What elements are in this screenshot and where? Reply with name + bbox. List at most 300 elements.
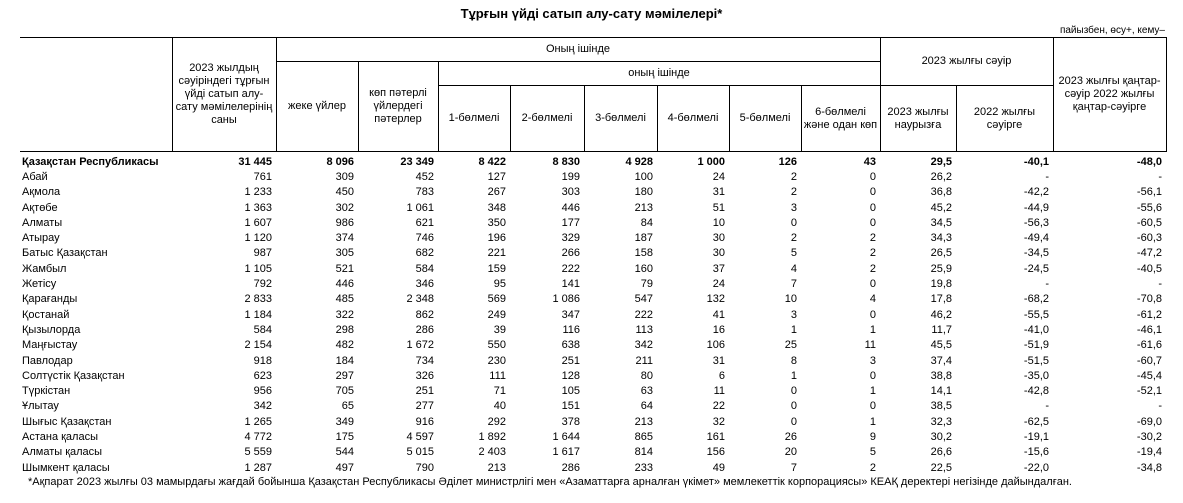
cell-janapr: -52,1	[1136, 385, 1162, 398]
cell-r6: 2	[869, 461, 876, 474]
cell-r6: 1	[869, 415, 876, 428]
table-row	[20, 169, 1166, 184]
header-jan-apr: 2023 жылғы қаңтар-сәуір 2022 жылғы қаңтар-сәуірге	[1053, 38, 1166, 152]
cell-r3: 213	[634, 201, 653, 214]
cell-r1: 127	[487, 170, 506, 183]
cell-r2: 446	[561, 201, 580, 214]
header-vs-apr-2022: 2022 жылғы сәуірге	[956, 86, 1053, 152]
cell-vs-mar: 26,2	[930, 170, 952, 183]
cell-r4: 10	[712, 216, 725, 229]
cell-total: 1 607	[244, 216, 272, 229]
cell-total: 1 363	[244, 201, 272, 214]
cell-private: 349	[335, 415, 354, 428]
cell-r2: 116	[562, 323, 580, 336]
cell-multi: 916	[415, 415, 434, 428]
table-row	[20, 276, 1166, 291]
cell-r1: 95	[493, 278, 506, 291]
cell-r5: 20	[784, 446, 797, 459]
cell-vs-apr22: -15,6	[1023, 446, 1049, 459]
cell-r6: 1	[869, 323, 876, 336]
cell-vs-mar: 26,6	[930, 446, 952, 459]
cell-r3: 4 928	[625, 155, 653, 168]
cell-r5: 0	[790, 216, 797, 229]
table-row	[20, 200, 1166, 215]
cell-r3: 79	[640, 278, 653, 291]
cell-r3: 113	[635, 323, 653, 336]
cell-private: 446	[335, 278, 354, 291]
cell-r6: 0	[869, 369, 876, 382]
cell-r2: 128	[561, 369, 580, 382]
cell-r1: 71	[493, 385, 506, 398]
cell-r1: 39	[493, 323, 506, 336]
cell-r3: 187	[634, 232, 653, 245]
cell-vs-mar: 38,8	[930, 369, 952, 382]
cell-janapr: -60,7	[1136, 354, 1162, 367]
cell-r4: 49	[712, 461, 725, 474]
cell-vs-apr22: -34,5	[1023, 247, 1049, 260]
cell-region: Қарағанды	[22, 293, 78, 306]
cell-region: Жамбыл	[22, 262, 67, 275]
cell-total: 1 184	[244, 308, 272, 321]
table-row	[20, 399, 1166, 414]
table-row	[20, 246, 1166, 261]
cell-vs-apr22: -44,9	[1023, 201, 1049, 214]
cell-private: 705	[335, 385, 354, 398]
cell-r1: 221	[487, 247, 506, 260]
cell-private: 175	[335, 430, 354, 443]
cell-vs-mar: 46,2	[930, 308, 952, 321]
cell-private: 450	[335, 186, 354, 199]
cell-total: 2 154	[244, 339, 272, 352]
cell-vs-mar: 26,5	[930, 247, 952, 260]
cell-vs-apr22: -	[1045, 400, 1049, 413]
cell-region: Ұлытау	[22, 400, 59, 413]
cell-r6: 1	[869, 385, 876, 398]
cell-vs-apr22: -62,5	[1023, 415, 1049, 428]
cell-region: Солтүстік Қазақстан	[22, 369, 125, 382]
cell-janapr: -60,3	[1136, 232, 1162, 245]
cell-multi: 251	[415, 385, 434, 398]
cell-r6: 43	[863, 155, 876, 168]
cell-janapr: -47,2	[1136, 247, 1162, 260]
cell-r2: 1 086	[552, 293, 580, 306]
cell-total: 2 833	[244, 293, 272, 306]
cell-r6: 2	[869, 262, 876, 275]
cell-r5: 7	[790, 461, 797, 474]
cell-vs-apr22: -68,2	[1023, 293, 1049, 306]
cell-r5: 126	[778, 155, 797, 168]
cell-vs-mar: 32,3	[930, 415, 952, 428]
cell-r1: 249	[487, 308, 506, 321]
cell-vs-mar: 11,7	[931, 323, 952, 336]
cell-r4: 1 000	[697, 155, 725, 168]
cell-r1: 213	[487, 461, 506, 474]
cell-vs-apr22: -42,8	[1023, 385, 1049, 398]
cell-r5: 2	[790, 232, 797, 245]
table-row	[20, 152, 1166, 170]
cell-vs-apr22: -	[1045, 170, 1049, 183]
cell-multi: 746	[415, 232, 434, 245]
cell-private: 65	[341, 400, 354, 413]
cell-r4: 41	[712, 308, 725, 321]
header-multi-apartments: көп пәтерлі үйлердегі пәтерлер	[358, 62, 438, 152]
cell-private: 297	[335, 369, 354, 382]
table-row	[20, 185, 1166, 200]
cell-multi: 286	[415, 323, 434, 336]
cell-janapr: -46,1	[1136, 323, 1162, 336]
table-row	[20, 460, 1166, 475]
cell-r4: 22	[712, 400, 725, 413]
cell-region: Алматы қаласы	[22, 446, 103, 459]
cell-vs-mar: 45,2	[930, 201, 952, 214]
cell-r2: 286	[561, 461, 580, 474]
cell-r1: 267	[487, 186, 506, 199]
cell-multi: 1 672	[406, 339, 434, 352]
cell-vs-apr22: -55,5	[1023, 308, 1049, 321]
cell-r2: 151	[561, 400, 580, 413]
cell-total: 31 445	[238, 155, 272, 168]
cell-total: 987	[253, 247, 272, 260]
cell-r2: 347	[561, 308, 580, 321]
cell-multi: 621	[415, 216, 434, 229]
transactions-table	[20, 37, 1167, 475]
table-row	[20, 445, 1166, 460]
cell-r3: 213	[634, 415, 653, 428]
cell-vs-apr22: -40,1	[1023, 155, 1049, 168]
cell-r3: 63	[640, 385, 653, 398]
cell-janapr: -19,4	[1136, 446, 1162, 459]
cell-r6: 0	[869, 400, 876, 413]
cell-r2: 266	[561, 247, 580, 260]
header-1-room: 1-бөлмелі	[438, 86, 510, 152]
cell-private: 497	[335, 461, 354, 474]
cell-r1: 196	[487, 232, 506, 245]
header-3-room: 3-бөлмелі	[584, 86, 657, 152]
cell-r6: 0	[869, 186, 876, 199]
cell-total: 918	[253, 354, 272, 367]
cell-r6: 3	[869, 354, 876, 367]
cell-r4: 132	[706, 293, 725, 306]
cell-r5: 0	[790, 385, 797, 398]
cell-multi: 862	[415, 308, 434, 321]
table-row	[20, 215, 1166, 230]
cell-private: 544	[335, 446, 354, 459]
cell-total: 5 559	[244, 446, 272, 459]
header-vs-march: 2023 жылғы наурызға	[880, 86, 956, 152]
cell-r2: 105	[561, 385, 580, 398]
cell-r6: 0	[869, 201, 876, 214]
cell-region: Ақтөбе	[22, 201, 58, 214]
cell-r1: 292	[487, 415, 506, 428]
cell-vs-apr22: -42,2	[1023, 186, 1049, 199]
header-4-room: 4-бөлмелі	[657, 86, 729, 152]
header-2-room: 2-бөлмелі	[510, 86, 584, 152]
cell-multi: 584	[415, 262, 434, 275]
cell-r1: 550	[487, 339, 506, 352]
cell-r4: 106	[706, 339, 725, 352]
cell-janapr: -30,2	[1136, 430, 1162, 443]
cell-vs-mar: 19,8	[930, 278, 952, 291]
cell-r1: 350	[487, 216, 506, 229]
cell-janapr: -56,1	[1136, 186, 1162, 199]
cell-region: Қостанай	[22, 308, 70, 321]
cell-r6: 2	[869, 232, 876, 245]
cell-total: 1 120	[244, 232, 272, 245]
cell-vs-mar: 38,5	[930, 400, 952, 413]
header-private-houses: жеке үйлер	[276, 62, 358, 152]
cell-r5: 1	[790, 369, 797, 382]
cell-r4: 11	[713, 385, 725, 398]
cell-region: Астана қаласы	[22, 430, 98, 443]
cell-r6: 0	[869, 216, 876, 229]
cell-r4: 161	[706, 430, 725, 443]
table-row	[20, 353, 1166, 368]
cell-total: 956	[253, 385, 272, 398]
cell-private: 184	[335, 354, 354, 367]
cell-region: Шымкент қаласы	[22, 461, 110, 474]
cell-r4: 24	[712, 170, 725, 183]
page-title: Тұрғын үйді сатып алу-сату мәмілелері*	[460, 6, 723, 21]
cell-r5: 7	[790, 278, 797, 291]
cell-janapr: -48,0	[1136, 155, 1162, 168]
cell-janapr: -	[1158, 170, 1162, 183]
cell-vs-mar: 34,3	[930, 232, 952, 245]
table-row	[20, 429, 1166, 444]
cell-total: 4 772	[244, 430, 272, 443]
cell-janapr: -61,6	[1136, 339, 1162, 352]
cell-private: 374	[335, 232, 354, 245]
cell-r5: 26	[784, 430, 797, 443]
cell-vs-apr22: -51,5	[1023, 354, 1049, 367]
cell-r6: 2	[869, 247, 876, 260]
cell-janapr: -40,5	[1136, 262, 1162, 275]
cell-vs-apr22: -35,0	[1023, 369, 1049, 382]
cell-r1: 111	[489, 369, 506, 382]
cell-r5: 8	[790, 354, 797, 367]
cell-r2: 177	[561, 216, 580, 229]
cell-private: 298	[335, 323, 354, 336]
header-total: 2023 жылдың сәуіріндегі тұрғын үйді сатып алу-сату мәмілелерінің саны	[172, 38, 276, 152]
cell-r4: 32	[712, 415, 725, 428]
cell-r3: 814	[634, 446, 653, 459]
cell-multi: 783	[415, 186, 434, 199]
cell-r3: 100	[634, 170, 653, 183]
cell-multi: 23 349	[400, 155, 434, 168]
cell-janapr: -	[1158, 278, 1162, 291]
cell-r6: 0	[869, 170, 876, 183]
cell-total: 342	[253, 400, 272, 413]
cell-r6: 11	[864, 339, 876, 352]
cell-r3: 80	[640, 369, 653, 382]
cell-r4: 156	[706, 446, 725, 459]
table-row	[20, 261, 1166, 276]
cell-total: 761	[253, 170, 272, 183]
header-6-room: 6-бөлмелі және одан көп	[801, 86, 880, 152]
cell-r4: 24	[712, 278, 725, 291]
cell-region: Жетісу	[22, 278, 57, 291]
cell-region: Маңғыстау	[22, 339, 78, 352]
cell-multi: 452	[415, 170, 434, 183]
cell-vs-apr22: -	[1045, 278, 1049, 291]
cell-r1: 348	[487, 201, 506, 214]
cell-r2: 141	[561, 278, 580, 291]
header-of-which-sub: оның ішінде	[438, 62, 880, 86]
cell-r1: 40	[493, 400, 506, 413]
cell-r2: 638	[561, 339, 580, 352]
cell-r3: 865	[634, 430, 653, 443]
cell-private: 986	[335, 216, 354, 229]
cell-total: 792	[253, 278, 272, 291]
cell-region: Батыс Қазақстан	[22, 247, 108, 260]
cell-r2: 199	[561, 170, 580, 183]
cell-r2: 222	[561, 262, 580, 275]
cell-private: 482	[335, 339, 354, 352]
cell-r2: 329	[561, 232, 580, 245]
cell-vs-mar: 36,8	[930, 186, 952, 199]
cell-private: 305	[335, 247, 354, 260]
cell-r4: 51	[712, 201, 725, 214]
cell-r5: 0	[790, 400, 797, 413]
table-row	[20, 368, 1166, 383]
cell-multi: 346	[415, 278, 434, 291]
table-row	[20, 307, 1166, 322]
cell-vs-apr22: -51,9	[1023, 339, 1049, 352]
cell-r3: 233	[634, 461, 653, 474]
cell-multi: 277	[415, 400, 434, 413]
table-row	[20, 383, 1166, 398]
cell-r1: 8 422	[478, 155, 506, 168]
header-5-room: 5-бөлмелі	[729, 86, 801, 152]
cell-r6: 0	[869, 278, 876, 291]
cell-r3: 158	[634, 247, 653, 260]
cell-multi: 1 061	[406, 201, 434, 214]
cell-r3: 342	[634, 339, 653, 352]
cell-vs-mar: 29,5	[930, 155, 952, 168]
cell-janapr: -	[1158, 400, 1162, 413]
table-row	[20, 292, 1166, 307]
cell-vs-apr22: -49,4	[1023, 232, 1049, 245]
cell-r3: 222	[634, 308, 653, 321]
cell-private: 302	[335, 201, 354, 214]
cell-vs-mar: 17,8	[930, 293, 952, 306]
cell-region: Алматы	[22, 216, 63, 229]
cell-janapr: -61,2	[1136, 308, 1162, 321]
cell-total: 584	[253, 323, 272, 336]
cell-region: Ақмола	[22, 186, 61, 199]
cell-r1: 230	[487, 354, 506, 367]
cell-r4: 30	[712, 247, 725, 260]
cell-r4: 31	[712, 186, 725, 199]
cell-total: 1 265	[244, 415, 272, 428]
cell-multi: 2 348	[406, 293, 434, 306]
cell-janapr: -34,8	[1136, 461, 1162, 474]
cell-r5: 5	[790, 247, 797, 260]
cell-private: 309	[335, 170, 354, 183]
cell-vs-mar: 30,2	[930, 430, 952, 443]
cell-r5: 2	[790, 186, 797, 199]
cell-r5: 2	[790, 170, 797, 183]
cell-multi: 734	[415, 354, 434, 367]
cell-region: Түркістан	[22, 385, 71, 398]
cell-region: Қазақстан Республикасы	[22, 155, 159, 168]
table-row	[20, 322, 1166, 337]
cell-r6: 0	[869, 308, 876, 321]
cell-r4: 30	[712, 232, 725, 245]
cell-private: 485	[335, 293, 354, 306]
cell-region: Атырау	[22, 232, 60, 245]
cell-region: Шығыс Қазақстан	[22, 415, 112, 428]
cell-janapr: -55,6	[1136, 201, 1162, 214]
cell-vs-mar: 34,5	[930, 216, 952, 229]
cell-r5: 1	[790, 323, 797, 336]
cell-total: 623	[253, 369, 272, 382]
cell-r4: 6	[718, 369, 725, 382]
cell-r2: 378	[561, 415, 580, 428]
cell-r1: 159	[487, 262, 506, 275]
cell-multi: 5 015	[406, 446, 434, 459]
cell-r3: 547	[634, 293, 653, 306]
cell-r6: 4	[869, 293, 876, 306]
cell-r4: 31	[712, 354, 725, 367]
table-row	[20, 338, 1166, 353]
corner-cell	[20, 38, 172, 152]
cell-multi: 326	[415, 369, 434, 382]
cell-r6: 9	[869, 430, 876, 443]
footnote: *Ақпарат 2023 жылғы 03 мамырдағы жағдай бойынша Қазақстан Республикасы Әділет министрлігі мен «Азаматтарға арналған үкімет» мемлекеттік корпорациясы» КЕАҚ деректері негізінде дайындалған.	[28, 476, 1072, 488]
cell-r2: 251	[561, 354, 580, 367]
cell-r5: 10	[784, 293, 797, 306]
cell-r1: 1 892	[478, 430, 506, 443]
cell-multi: 682	[415, 247, 434, 260]
cell-r5: 3	[790, 308, 797, 321]
cell-janapr: -45,4	[1136, 369, 1162, 382]
cell-janapr: -60,5	[1136, 216, 1162, 229]
cell-vs-apr22: -56,3	[1023, 216, 1049, 229]
cell-multi: 790	[415, 461, 434, 474]
header-of-which: Оның ішінде	[276, 38, 880, 62]
cell-r2: 303	[561, 186, 580, 199]
cell-private: 8 096	[326, 155, 354, 168]
cell-total: 1 287	[244, 461, 272, 474]
cell-r5: 3	[790, 201, 797, 214]
header-apr2023: 2023 жылғы сәуір	[880, 38, 1053, 86]
cell-r5: 0	[790, 415, 797, 428]
cell-vs-apr22: -24,5	[1023, 262, 1049, 275]
cell-r2: 1 617	[552, 446, 580, 459]
cell-r3: 211	[635, 354, 653, 367]
cell-r4: 16	[712, 323, 725, 336]
cell-multi: 4 597	[406, 430, 434, 443]
cell-r3: 64	[640, 400, 653, 413]
cell-janapr: -69,0	[1136, 415, 1162, 428]
cell-vs-apr22: -41,0	[1023, 323, 1049, 336]
cell-janapr: -70,8	[1136, 293, 1162, 306]
table-row	[20, 414, 1166, 429]
table-row	[20, 230, 1166, 245]
cell-vs-mar: 37,4	[930, 354, 952, 367]
cell-vs-apr22: -19,1	[1023, 430, 1049, 443]
cell-r3: 180	[634, 186, 653, 199]
cell-r2: 1 644	[552, 430, 580, 443]
cell-private: 322	[335, 308, 354, 321]
cell-region: Абай	[22, 170, 48, 183]
cell-r2: 8 830	[552, 155, 580, 168]
cell-total: 1 105	[244, 262, 272, 275]
cell-region: Павлодар	[22, 354, 73, 367]
cell-vs-apr22: -22,0	[1023, 461, 1049, 474]
cell-r1: 569	[487, 293, 506, 306]
cell-total: 1 233	[244, 186, 272, 199]
